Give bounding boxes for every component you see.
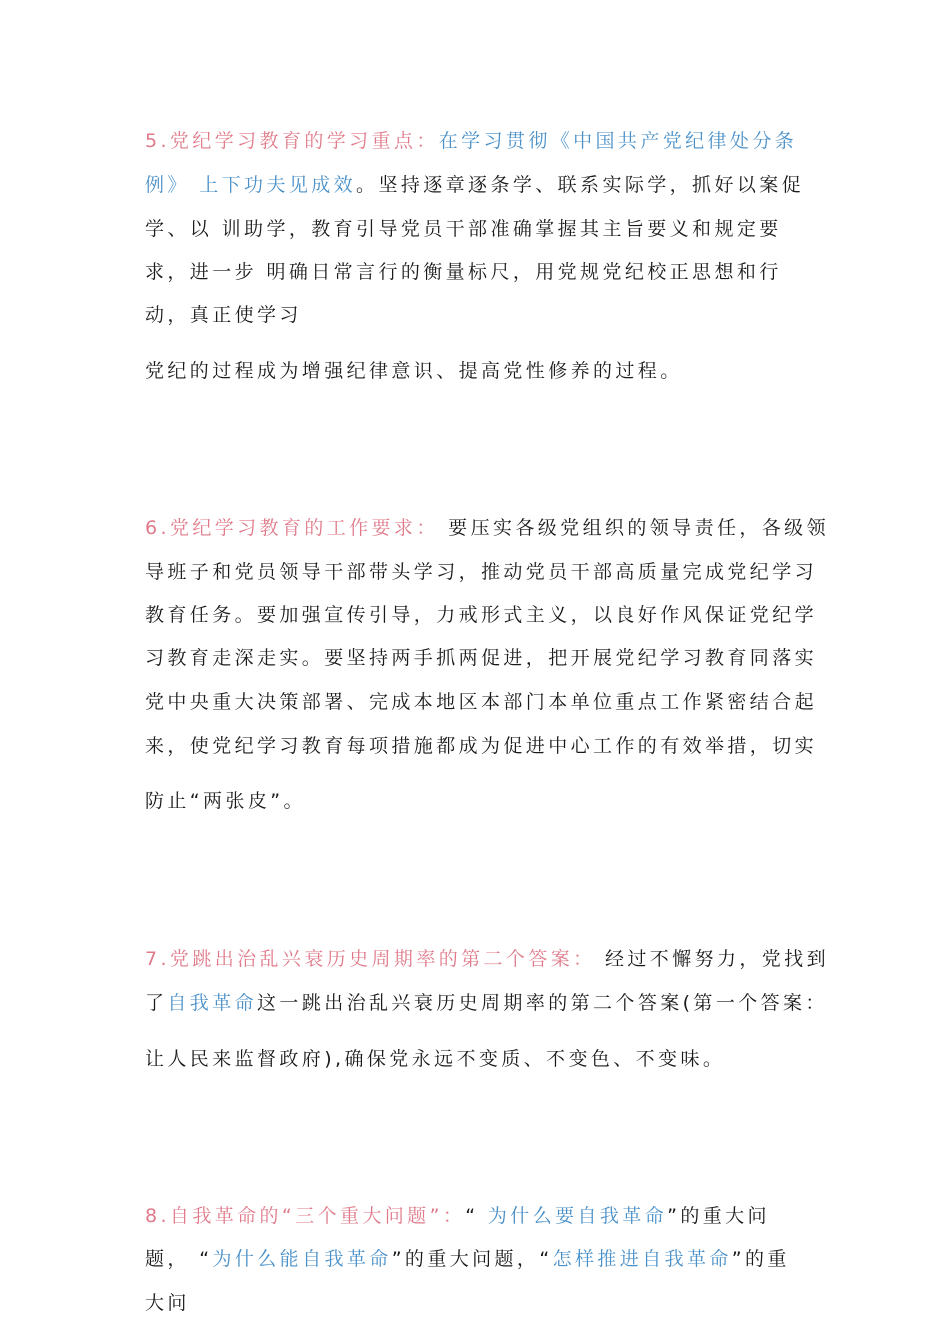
section-6-line-4 [145,645,817,671]
section-8-line-3 [145,1290,190,1316]
section-5-line-5 [145,302,302,328]
body-text: ”的重 [731,1248,790,1270]
body-text: 这一跳出治乱兴衰历史周期率的第二个答案(第一个答案： [257,992,828,1014]
section-5-line-4 [145,259,782,285]
body-text: 求，进一步 明确日常言行的衡量标尺，用党规党纪校正思想和行 [145,261,782,283]
highlight-text: 为什么能自我革命 [212,1248,392,1270]
body-text: 教育任务。要加强宣传引导，力戒形式主义，以良好作风保证党纪学 [145,604,818,626]
body-text: 党中央重大决策部署、完成本地区本部门本单位重点工作紧密结合起 [145,691,818,713]
section-5-line-3 [145,216,782,242]
section-5-line-6 [145,358,683,384]
body-text: ”的重大问题，“ [391,1248,553,1270]
body-text: 经过不懈努力，党找到 [595,948,829,970]
section-7-line-1 [145,946,829,972]
section-6-line-5 [145,689,817,715]
section-6-line-7 [145,788,306,814]
body-text: 动，真正使学习 [145,304,302,326]
section-8-line-1 [145,1203,770,1229]
body-text: 习教育走深走实。要坚持两手抓两促进，把开展党纪学习教育同落实 [145,647,818,669]
body-text: 学、以 训助学，教育引导党员干部准确掌握其主旨要义和规定要 [145,218,782,240]
section-6-line-2 [145,559,817,585]
body-text: 了 [145,992,168,1014]
body-text: ”的重大问 [667,1205,770,1227]
section-7-heading: 7.党跳出治乱兴衰历史周期率的第二个答案： [145,948,596,970]
section-7-line-3 [145,1046,725,1072]
body-text: “ [465,1205,488,1227]
section-6-line-1 [145,515,829,541]
highlight-text: 在学习贯彻《中国共产党纪律处分条 [438,130,798,152]
body-text: 题， “ [145,1248,213,1270]
section-6-heading: 6.党纪学习教育的工作要求： [145,517,439,539]
section-5-line-1 [145,128,797,154]
body-text: 让人民来监督政府),确保党永远不变质、不变色、不变味。 [145,1048,726,1070]
section-5-heading: 5.党纪学习教育的学习重点： [145,130,439,152]
body-text: 导班子和党员领导干部带头学习，推动党员干部高质量完成党纪学习 [145,561,818,583]
highlight-text: 例》 上下功夫见成效 [145,174,357,196]
section-8-line-2 [145,1246,790,1272]
body-text: 来，使党纪学习教育每项措施都成为促进中心工作的有效举措，切实 [145,735,818,757]
section-6-line-3 [145,602,817,628]
highlight-text: 怎样推进自我革命 [552,1248,732,1270]
section-7-line-2 [145,990,828,1016]
highlight-text: 自我革命 [167,992,258,1014]
body-text: 大问 [145,1292,190,1314]
highlight-text: 为什么要自我革命 [487,1205,668,1227]
body-text: 党纪的过程成为增强纪律意识、提高党性修养的过程。 [145,360,683,382]
section-5-line-2 [145,172,804,198]
section-8-heading: 8.自我革命的“三个重大问题”： [145,1205,466,1227]
body-text: 要压实各级党组织的领导责任，各级领 [438,517,829,539]
body-text: 。坚持逐章逐条学、联系实际学，抓好以案促 [356,174,805,196]
body-text: 防止“两张皮”。 [145,790,306,812]
section-6-line-6 [145,733,817,759]
